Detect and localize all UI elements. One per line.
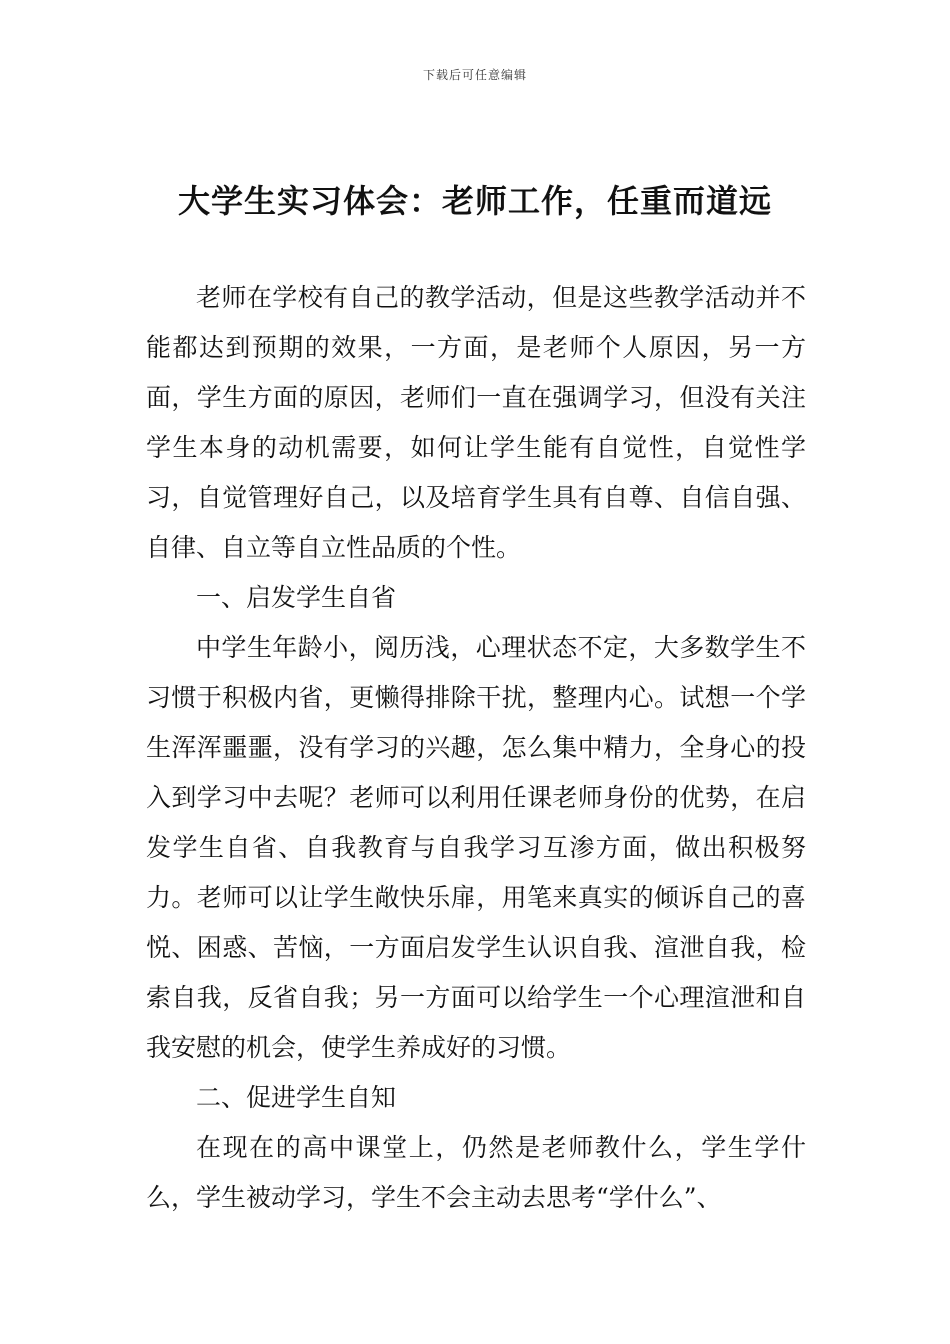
header-note: 下载后可任意编辑 xyxy=(422,68,527,82)
section-heading-1: 一、启发学生自省 xyxy=(196,583,397,612)
paragraph-section-2: 在现在的高中课堂上，仍然是老师教什么，学生学什么，学生被动学习，学生不会主动去思考“学什么”、 xyxy=(146,1133,806,1212)
document-title: 大学生实习体会：老师工作，任重而道远 xyxy=(177,182,772,220)
paragraph-section-1: 中学生年龄小，阅历浅，心理状态不定，大多数学生不习惯于积极内省，更懒得排除干扰，整理内心。试想一个学生浑浑噩噩，没有学习的兴趣，怎么集中精力，全身心的投入到学习中去呢？老师可以利用任课老师身份的优势，在启发学生自省、自我教育与自我学习互渗方面，做出积极努力。老师可以让学生敞快乐扉，用笔来真实的倾诉自己的喜悦、困惑、苦恼，一方面启发学生认识自我、渲泄自我，检索自我，反省自我；另一方面可以给学生一个心理渲泄和自我安慰的机会，使学生养成好的习惯。 xyxy=(146,633,806,1062)
document-body xyxy=(146,273,806,1223)
paragraph-intro: 老师在学校有自己的教学活动，但是这些教学活动并不能都达到预期的效果，一方面，是老师个人原因，另一方面，学生方面的原因，老师们一直在强调学习，但没有关注学生本身的动机需要，如何让学生能有自觉性，自觉性学习，自觉管理好自己，以及培育学生具有自尊、自信自强、自律、自立等自立性品质的个性。 xyxy=(146,283,806,562)
section-heading-2: 二、促进学生自知 xyxy=(196,1083,397,1112)
